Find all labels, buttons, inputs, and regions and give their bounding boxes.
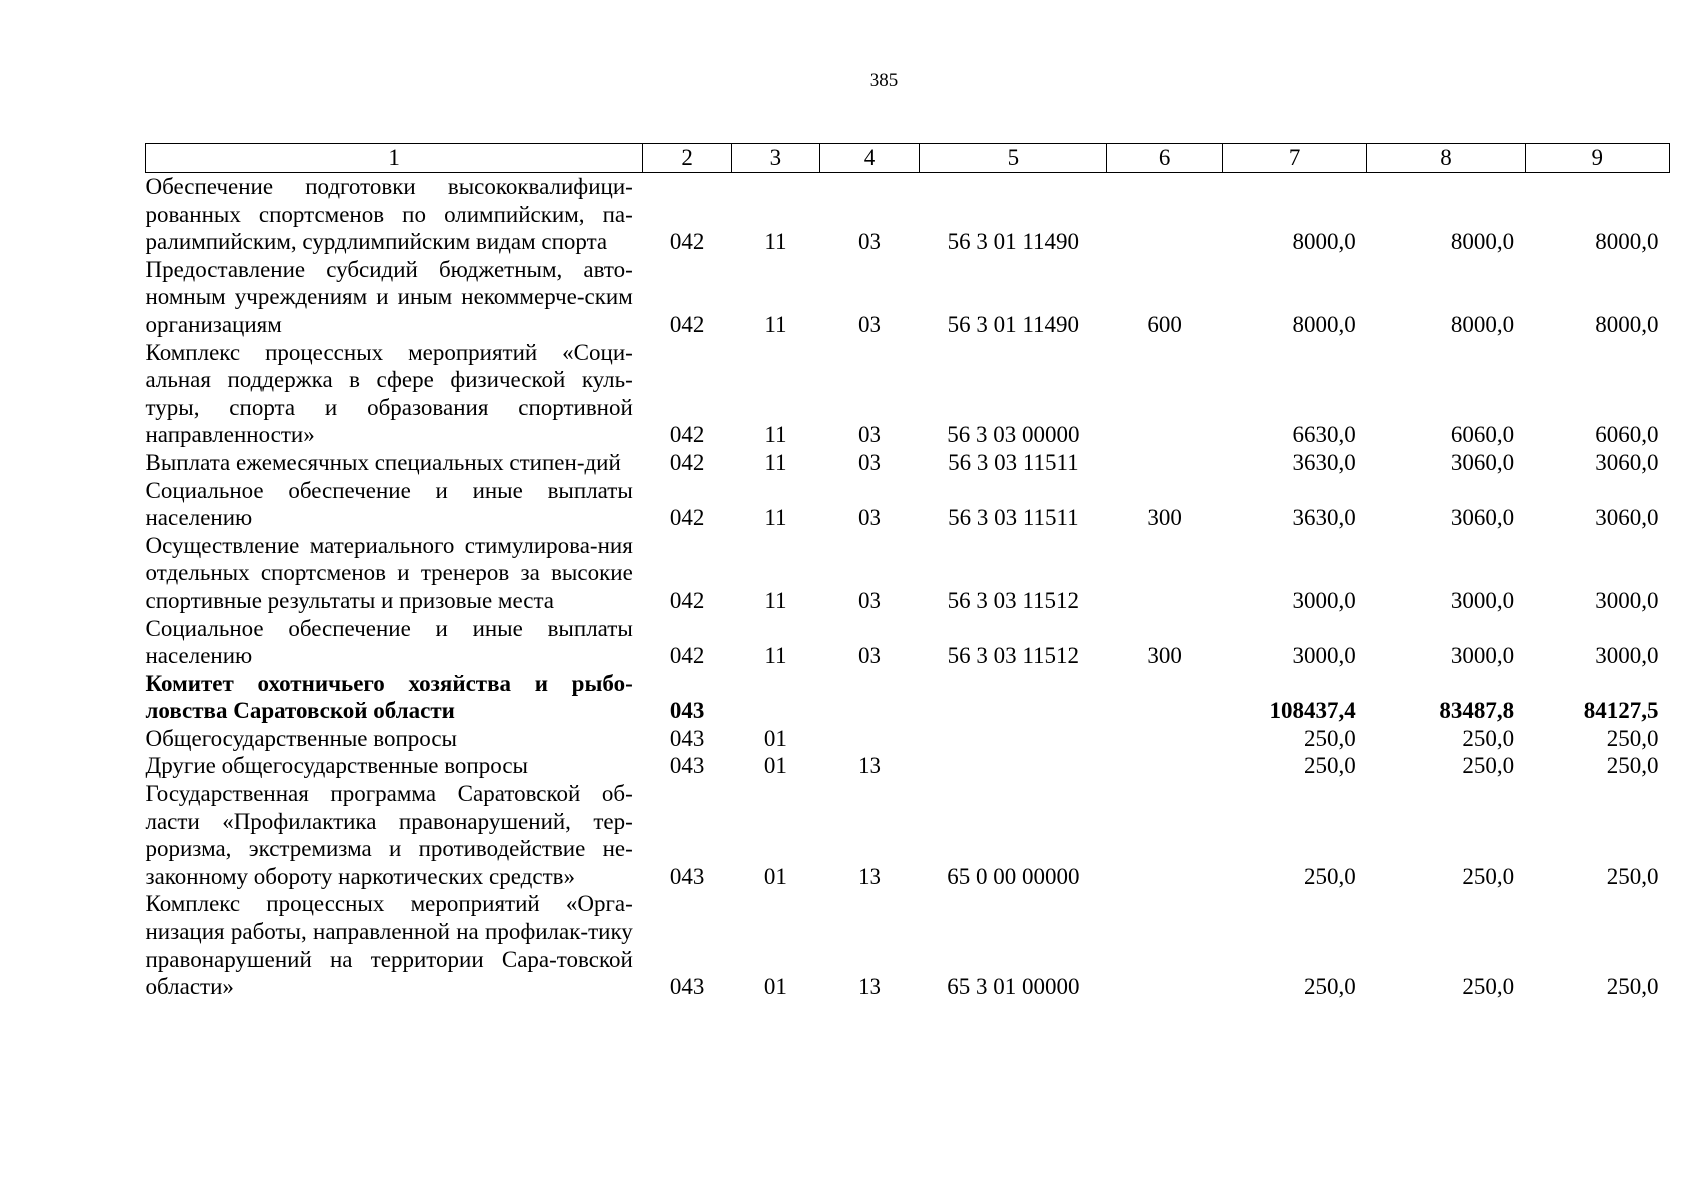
item-name-cell: Государственная программа Саратовской об-ласти «Профилактика правонарушений, тер-роризма, экстремизма и противодействие не-законному обороту наркотических средств»	[145, 781, 633, 889]
table-row	[146, 670, 1670, 725]
item-name-cell: Общегосударственные вопросы	[145, 725, 457, 751]
amount-col9-cell: 250,0	[1606, 725, 1659, 751]
target-article-cell: 56 3 03 11512	[947, 587, 1080, 613]
ministry-code-cell: 043	[669, 698, 705, 724]
subsection-code-cell: 03	[858, 229, 881, 255]
ministry-code-cell: 042	[669, 229, 705, 255]
section-code-cell: 11	[764, 422, 787, 448]
table-row	[146, 780, 1670, 890]
target-article-cell	[920, 752, 1107, 780]
target-article-cell: 56 3 01 11490	[947, 311, 1080, 337]
amount-col9-cell: 8000,0	[1595, 311, 1659, 337]
table-row	[146, 532, 1670, 615]
item-name-cell: Комитет охотничьего хозяйства и рыбо-ловства Саратовской области	[145, 670, 633, 724]
subsection-code-cell: 03	[858, 449, 881, 475]
header-cell: 9	[1525, 144, 1669, 173]
amount-col7-cell: 8000,0	[1292, 229, 1356, 255]
table-row	[146, 477, 1670, 532]
amount-col7-cell: 8000,0	[1292, 311, 1356, 337]
section-code-cell: 11	[764, 449, 787, 475]
ministry-code-cell: 043	[669, 725, 705, 751]
page-number: 385	[869, 70, 899, 91]
item-name-cell: Социальное обеспечение и иные выплаты населению	[145, 477, 633, 531]
expense-type-cell	[1107, 339, 1223, 449]
item-name-cell: Социальное обеспечение и иные выплаты населению	[145, 615, 633, 669]
ministry-code-cell: 042	[669, 422, 705, 448]
amount-col7-cell: 250,0	[1304, 725, 1356, 751]
amount-col8-cell: 6060,0	[1450, 422, 1515, 448]
amount-col7-cell: 250,0	[1304, 863, 1356, 889]
amount-col9-cell: 250,0	[1606, 863, 1659, 889]
header-cell: 4	[819, 144, 920, 173]
budget-table	[145, 143, 1670, 1001]
amount-col8-cell: 3000,0	[1450, 643, 1515, 669]
ministry-code-cell: 043	[669, 863, 705, 889]
section-code-cell: 01	[763, 974, 787, 1000]
amount-col8-cell: 250,0	[1462, 974, 1515, 1000]
header-cell: 2	[643, 144, 732, 173]
section-code-cell: 01	[763, 725, 787, 751]
section-code-cell: 11	[764, 587, 787, 613]
amount-col9-cell: 6060,0	[1595, 422, 1659, 448]
subsection-code-cell: 03	[858, 505, 881, 531]
ministry-code-cell: 042	[669, 587, 705, 613]
expense-type-cell	[1107, 725, 1223, 753]
subsection-code-cell: 03	[858, 311, 881, 337]
subsection-code-cell: 03	[858, 643, 881, 669]
amount-col8-cell: 3000,0	[1450, 587, 1515, 613]
target-article-cell: 65 0 00 00000	[947, 863, 1080, 889]
table-row	[146, 890, 1670, 1000]
subsection-code-cell: 13	[858, 863, 881, 889]
amount-col7-cell: 250,0	[1304, 974, 1356, 1000]
amount-col7-cell: 250,0	[1304, 753, 1356, 779]
amount-col9-cell: 3000,0	[1595, 587, 1659, 613]
target-article-cell: 56 3 03 11512	[947, 643, 1080, 669]
amount-col8-cell: 250,0	[1462, 725, 1515, 751]
subsection-code-cell: 13	[858, 974, 881, 1000]
target-article-cell: 65 3 01 00000	[947, 974, 1080, 1000]
expense-type-cell: 300	[1147, 505, 1182, 531]
amount-col8-cell: 83487,8	[1439, 698, 1515, 724]
amount-col8-cell: 8000,0	[1450, 229, 1515, 255]
ministry-code-cell: 042	[669, 311, 705, 337]
header-cell: 7	[1222, 144, 1366, 173]
amount-col9-cell: 250,0	[1606, 753, 1659, 779]
ministry-code-cell: 042	[669, 449, 705, 475]
item-name-cell: Предоставление субсидий бюджетным, авто-номным учреждениям и иным некоммерче-ским организациям	[145, 256, 633, 337]
amount-col9-cell: 84127,5	[1583, 698, 1659, 724]
header-cell: 8	[1367, 144, 1525, 173]
expense-type-cell	[1107, 532, 1223, 615]
section-code-cell: 11	[764, 311, 787, 337]
amount-col7-cell: 3000,0	[1292, 643, 1356, 669]
item-name-cell: Осуществление материального стимулирова-ния отдельных спортсменов и тренеров за высокие спортивные результаты и призовые места	[145, 532, 633, 613]
expense-type-cell	[1107, 752, 1223, 780]
item-name-cell: Другие общегосударственные вопросы	[145, 753, 528, 779]
subsection-code-cell: 13	[858, 753, 881, 779]
item-name-cell: Обеспечение подготовки высококвалифици-рованных спортсменов по олимпийским, па-ралимпийским, сурдлимпийским видам спорта	[145, 174, 633, 255]
expense-type-cell	[1107, 780, 1223, 890]
section-code-cell: 11	[764, 229, 787, 255]
expense-type-cell	[1107, 449, 1223, 477]
section-code-cell: 01	[763, 863, 787, 889]
amount-col7-cell: 6630,0	[1292, 422, 1356, 448]
expense-type-cell	[1107, 173, 1223, 256]
subsection-code-cell	[819, 725, 920, 753]
header-cell: 3	[732, 144, 820, 173]
header-cell: 6	[1107, 144, 1223, 173]
header-cell: 5	[920, 144, 1107, 173]
item-name-cell: Комплекс процессных мероприятий «Соци-альная поддержка в сфере физической куль-туры, спорта и образования спортивной направленности»	[145, 339, 633, 448]
table-row	[146, 173, 1670, 256]
expense-type-cell	[1107, 670, 1223, 725]
table-row	[146, 449, 1670, 477]
amount-col8-cell: 3060,0	[1450, 449, 1515, 475]
ministry-code-cell: 043	[669, 974, 705, 1000]
section-code-cell: 11	[764, 505, 787, 531]
target-article-cell: 56 3 03 00000	[947, 422, 1080, 448]
target-article-cell: 56 3 03 11511	[948, 449, 1079, 475]
expense-type-cell: 600	[1147, 311, 1182, 337]
table-row	[146, 256, 1670, 339]
subsection-code-cell: 03	[858, 587, 881, 613]
expense-type-cell	[1107, 890, 1223, 1000]
header-cell: 1	[146, 144, 643, 173]
subsection-code-cell	[819, 670, 920, 725]
target-article-cell: 56 3 01 11490	[947, 229, 1080, 255]
amount-col9-cell: 3060,0	[1595, 449, 1659, 475]
subsection-code-cell: 03	[858, 422, 881, 448]
section-code-cell: 01	[763, 753, 787, 779]
table-row	[146, 339, 1670, 449]
table-row	[146, 752, 1670, 780]
expense-type-cell: 300	[1147, 643, 1182, 669]
amount-col8-cell: 250,0	[1462, 753, 1515, 779]
amount-col7-cell: 108437,4	[1269, 698, 1356, 724]
amount-col9-cell: 3000,0	[1595, 643, 1659, 669]
amount-col8-cell: 8000,0	[1450, 311, 1515, 337]
amount-col9-cell: 3060,0	[1595, 505, 1659, 531]
ministry-code-cell: 043	[669, 753, 705, 779]
amount-col9-cell: 8000,0	[1595, 229, 1659, 255]
amount-col8-cell: 250,0	[1462, 863, 1515, 889]
amount-col9-cell: 250,0	[1606, 974, 1659, 1000]
item-name-cell: Выплата ежемесячных специальных стипен-дий	[145, 449, 621, 475]
target-article-cell	[920, 670, 1107, 725]
amount-col7-cell: 3000,0	[1292, 587, 1356, 613]
item-name-cell: Комплекс процессных мероприятий «Орга-низация работы, направленной на профилак-тику правонарушений на территории Сара-товской области»	[145, 891, 633, 1000]
section-code-cell: 11	[764, 643, 787, 669]
amount-col7-cell: 3630,0	[1292, 505, 1356, 531]
table-row	[146, 725, 1670, 753]
target-article-cell: 56 3 03 11511	[948, 505, 1079, 531]
section-code-cell	[732, 670, 820, 725]
ministry-code-cell: 042	[669, 643, 705, 669]
target-article-cell	[920, 725, 1107, 753]
amount-col8-cell: 3060,0	[1450, 505, 1515, 531]
amount-col7-cell: 3630,0	[1292, 449, 1356, 475]
header-row	[146, 144, 1670, 173]
ministry-code-cell: 042	[669, 505, 705, 531]
table-row	[146, 615, 1670, 670]
